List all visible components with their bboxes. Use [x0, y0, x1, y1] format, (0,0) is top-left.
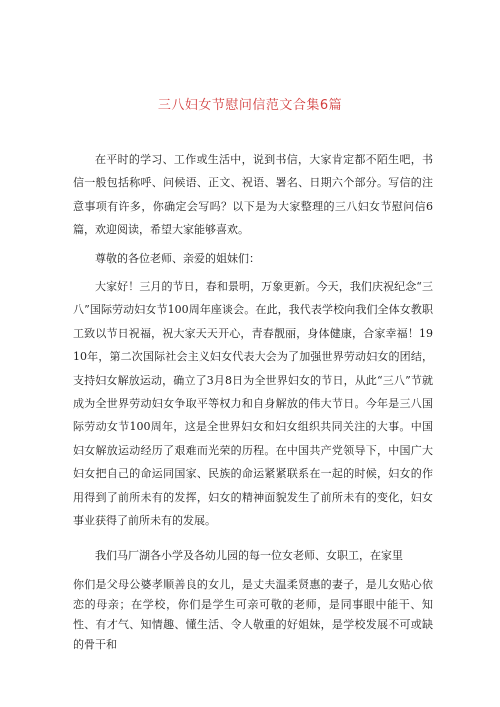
main-paragraph: 大家好！三月的节日，春和景明，万象更新。今天，我们庆祝纪念“三八”国际劳动妇女节100周年座谈会。在此，我代表学校向我们全体女教职工致以节日祝福，祝大家天天开心，青春靓丽，身体健康，合家幸福！1910年，第二次国际社会主义妇女代表大会为了加强世界劳动妇女的团结，支持妇女解放运动，确立了3月8日为全世界妇女的节日，从此“三八”节就成为全世界劳动妇女争取平等权力和自身解放的伟大节日。今年是三八国际劳动女节100周年，这是全世界妇女和妇女组织共同关注的大事。中国妇女解放运动经历了艰难而光荣的历程。在中国共产党领导下，中国广大妇女把自己的命运同国家、民族的命运紧紧联系在一起的时候，妇女的作用得到了前所未有的发挥，妇女的精神面貌发生了前所未有的变化，妇女事业获得了前所未有的发展。: [73, 280, 433, 528]
paragraph-5: 你们是父母公婆孝顺善良的女儿，是丈夫温柔贤惠的妻子，是儿女贴心依恋的母亲；在学校，你们是学生可亲可敬的老师，是同事眼中能干、知性、有才气、知情趣、懂生活、令人敬重的好姐妹，是学校发展不可或缺的骨干和: [73, 577, 433, 651]
paragraph-4: 我们马厂湖各小学及各幼儿园的每一位女老师、女职工，在家里: [95, 548, 403, 562]
document-body: [73, 148, 433, 660]
salutation: 尊敬的各位老师、亲爱的姐妹们：: [95, 251, 260, 265]
document-title: 三八妇女节慰问信范文合集6篇: [157, 98, 343, 113]
intro-paragraph: 在平时的学习、工作或生活中，说到书信，大家肯定都不陌生吧，书信一般包括称呼、问候语、正文、祝语、署名、日期六个部分。写信的注意事项有许多，你确定会写吗？以下是为大家整理的三八妇女节慰问信6篇，欢迎阅读，希望大家能够喜欢。: [73, 153, 433, 237]
